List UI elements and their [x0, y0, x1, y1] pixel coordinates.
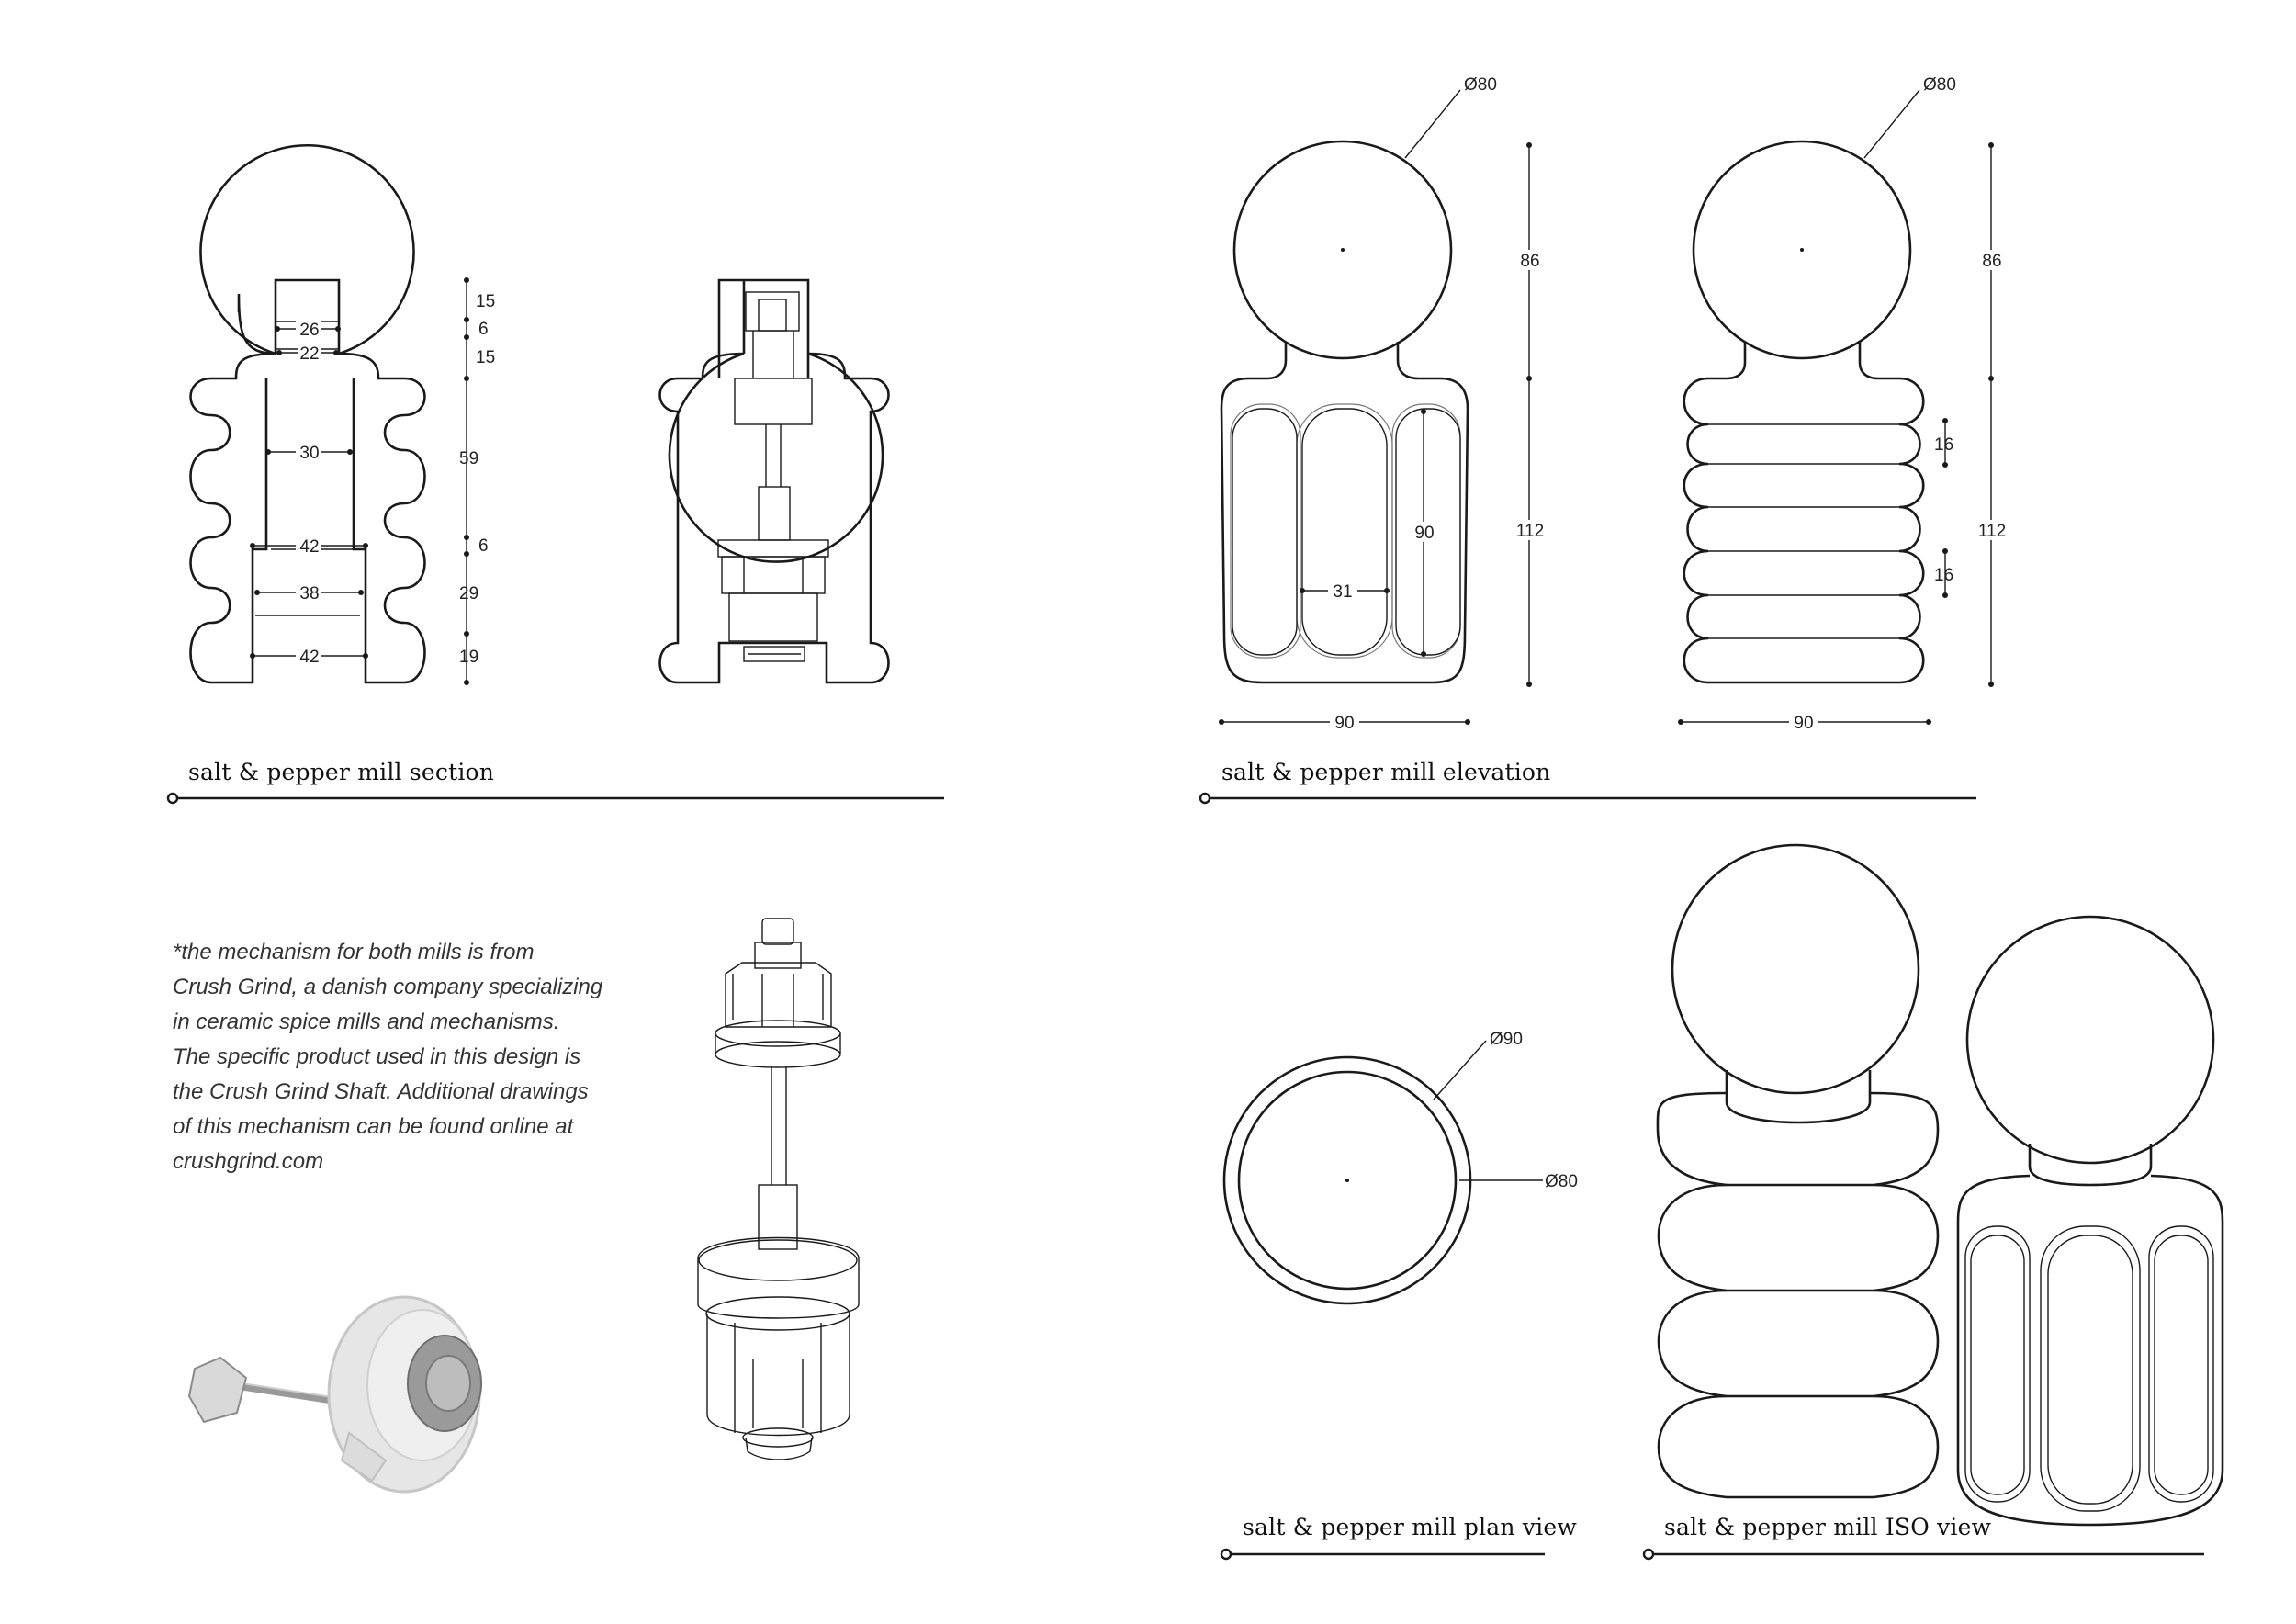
- dim-ring-gap-bottom: 16: [1934, 566, 1954, 585]
- dim-width-42: 42: [299, 537, 320, 557]
- dim-plan-inner: Ø80: [1545, 1172, 1578, 1191]
- caption-plan: salt & pepper mill plan view: [1243, 1514, 1577, 1540]
- dim-body-height: 112: [1515, 522, 1545, 541]
- dim-ball-height-2: 86: [1982, 252, 2002, 271]
- dim-body-height-2: 112: [1977, 522, 2007, 541]
- iso-view-fluted: [1958, 917, 2223, 1525]
- dim-plan-outer: Ø90: [1490, 1030, 1523, 1049]
- note-line: of this mechanism can be found online at: [173, 1114, 574, 1139]
- note-line: Crush Grind, a danish company specializing: [173, 975, 603, 999]
- dim-width-26: 26: [299, 321, 320, 340]
- note-line: *the mechanism for both mills is from: [173, 940, 535, 964]
- mechanism-note: [173, 935, 604, 1179]
- dim-width-38: 38: [299, 584, 320, 603]
- note-line: in ceramic spice mills and mechanisms.: [173, 1009, 560, 1034]
- dim-body-width: 90: [1334, 714, 1355, 733]
- caption-elevation: salt & pepper mill elevation: [1221, 759, 1551, 785]
- dim-ball-height: 86: [1520, 252, 1540, 271]
- dim-height-19: 19: [459, 648, 479, 667]
- dim-ring-gap-top: 16: [1934, 435, 1954, 455]
- plan-view: [1224, 1030, 1578, 1303]
- dim-height-15: 15: [476, 292, 496, 311]
- dim-flute-height: 90: [1414, 524, 1435, 543]
- mechanism-photo: [189, 1297, 481, 1492]
- iso-view-ringed: [1658, 845, 1938, 1497]
- section-view-mill: [191, 145, 496, 685]
- dim-height-29: 29: [459, 584, 479, 603]
- elevation-fluted-mill: [1219, 75, 1548, 733]
- dim-width-22: 22: [299, 344, 320, 364]
- note-line: The specific product used in this design is: [173, 1044, 581, 1069]
- elevation-ringed-mill: [1678, 75, 2009, 733]
- mechanism-drawing: [698, 919, 859, 1460]
- dim-width-30: 30: [299, 444, 320, 463]
- caption-section: salt & pepper mill section: [188, 759, 495, 785]
- dim-height-15b: 15: [476, 348, 496, 367]
- dim-flute-width: 31: [1333, 582, 1353, 602]
- dim-ball-diameter: Ø80: [1464, 75, 1497, 95]
- caption-iso: salt & pepper mill ISO view: [1664, 1514, 1992, 1540]
- dim-body-width-2: 90: [1794, 714, 1814, 733]
- note-line: the Crush Grind Shaft. Additional drawings: [173, 1079, 589, 1104]
- dim-height-6b: 6: [478, 536, 489, 556]
- dim-height-59: 59: [459, 449, 479, 468]
- dim-height-6: 6: [478, 320, 489, 339]
- section-view-mechanism: [660, 280, 889, 682]
- dim-width-42b: 42: [299, 648, 320, 667]
- dim-ball-diameter-2: Ø80: [1923, 75, 1956, 95]
- note-line: crushgrind.com: [173, 1149, 324, 1174]
